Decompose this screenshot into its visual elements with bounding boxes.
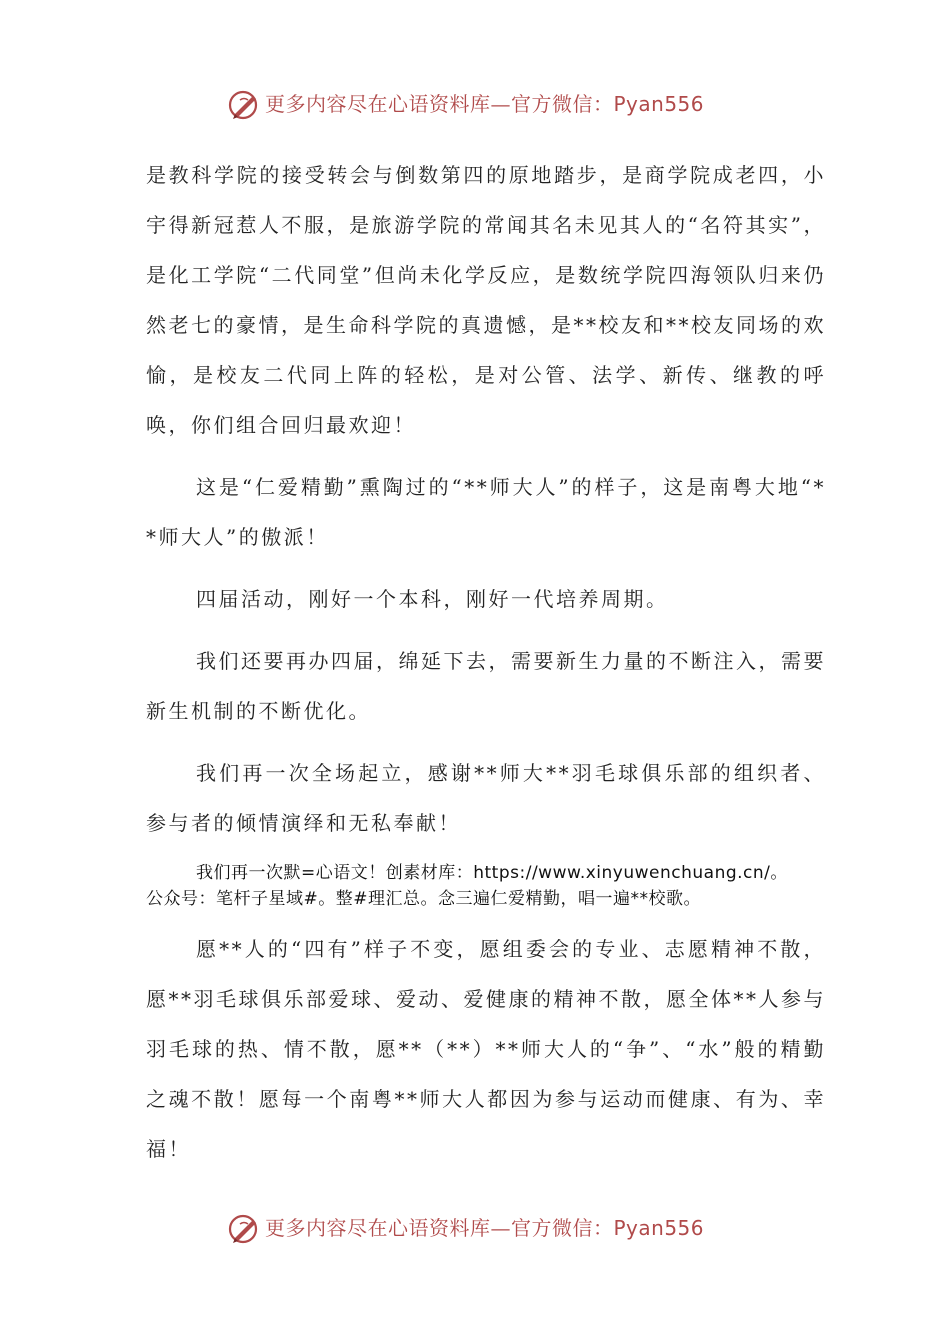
pen-logo-icon (226, 1212, 262, 1246)
note-line-2: 公众号：笔杆子星域#。整#理汇总。念三遍仁爱精勤，唱一遍**校歌。 (146, 889, 701, 909)
inserted-note (146, 860, 836, 912)
watermark-wechat-id: Pyan556 (613, 1216, 705, 1240)
paragraph-2: 这是“仁爱精勤”熏陶过的“**师大人”的样子，这是南粤大地“**师大人”的傲派！ (146, 475, 826, 549)
footer-watermark (0, 1210, 950, 1250)
pen-logo-icon (226, 88, 262, 122)
watermark-label: 更多内容尽在心语资料库—官方微信： (265, 92, 614, 116)
document-body (146, 150, 826, 1174)
header-watermark (0, 86, 950, 126)
watermark-wechat-id: Pyan556 (613, 92, 705, 116)
note-line-1: 我们再一次默=心语文！创素材库：https://www.xinyuwenchuang.cn/。 (196, 863, 788, 883)
watermark-text (265, 1214, 704, 1242)
watermark-label: 更多内容尽在心语资料库—官方微信： (265, 1216, 614, 1240)
paragraph-final: 愿**人的“四有”样子不变，愿组委会的专业、志愿精神不散，愿**羽毛球俱乐部爱球、爱动、爱健康的精神不散，愿全体**人参与羽毛球的热、情不散，愿**（**）**师大人的“争”、“水”般的精勤之魂不散！愿每一个南粤**师大人都因为参与运动而健康、有为、幸福！ (146, 937, 826, 1161)
paragraph-1: 是教科学院的接受转会与倒数第四的原地踏步，是商学院成老四，小宇得新冠惹人不服，是旅游学院的常闻其名未见其人的“名符其实”，是化工学院“二代同堂”但尚未化学反应，是数统学院四海领队归来仍然老七的豪情，是生命科学院的真遗憾，是**校友和**校友同场的欢愉，是校友二代同上阵的轻松，是对公管、法学、新传、继教的呼唤，你们组合回归最欢迎！ (146, 163, 826, 437)
paragraph-3: 四届活动，刚好一个本科，刚好一代培养周期。 (196, 587, 669, 611)
watermark-text (265, 90, 704, 118)
paragraph-4: 我们还要再办四届，绵延下去，需要新生力量的不断注入，需要新生机制的不断优化。 (146, 649, 826, 723)
paragraph-5: 我们再一次全场起立，感谢**师大**羽毛球俱乐部的组织者、参与者的倾情演绎和无私奉献！ (146, 761, 826, 835)
